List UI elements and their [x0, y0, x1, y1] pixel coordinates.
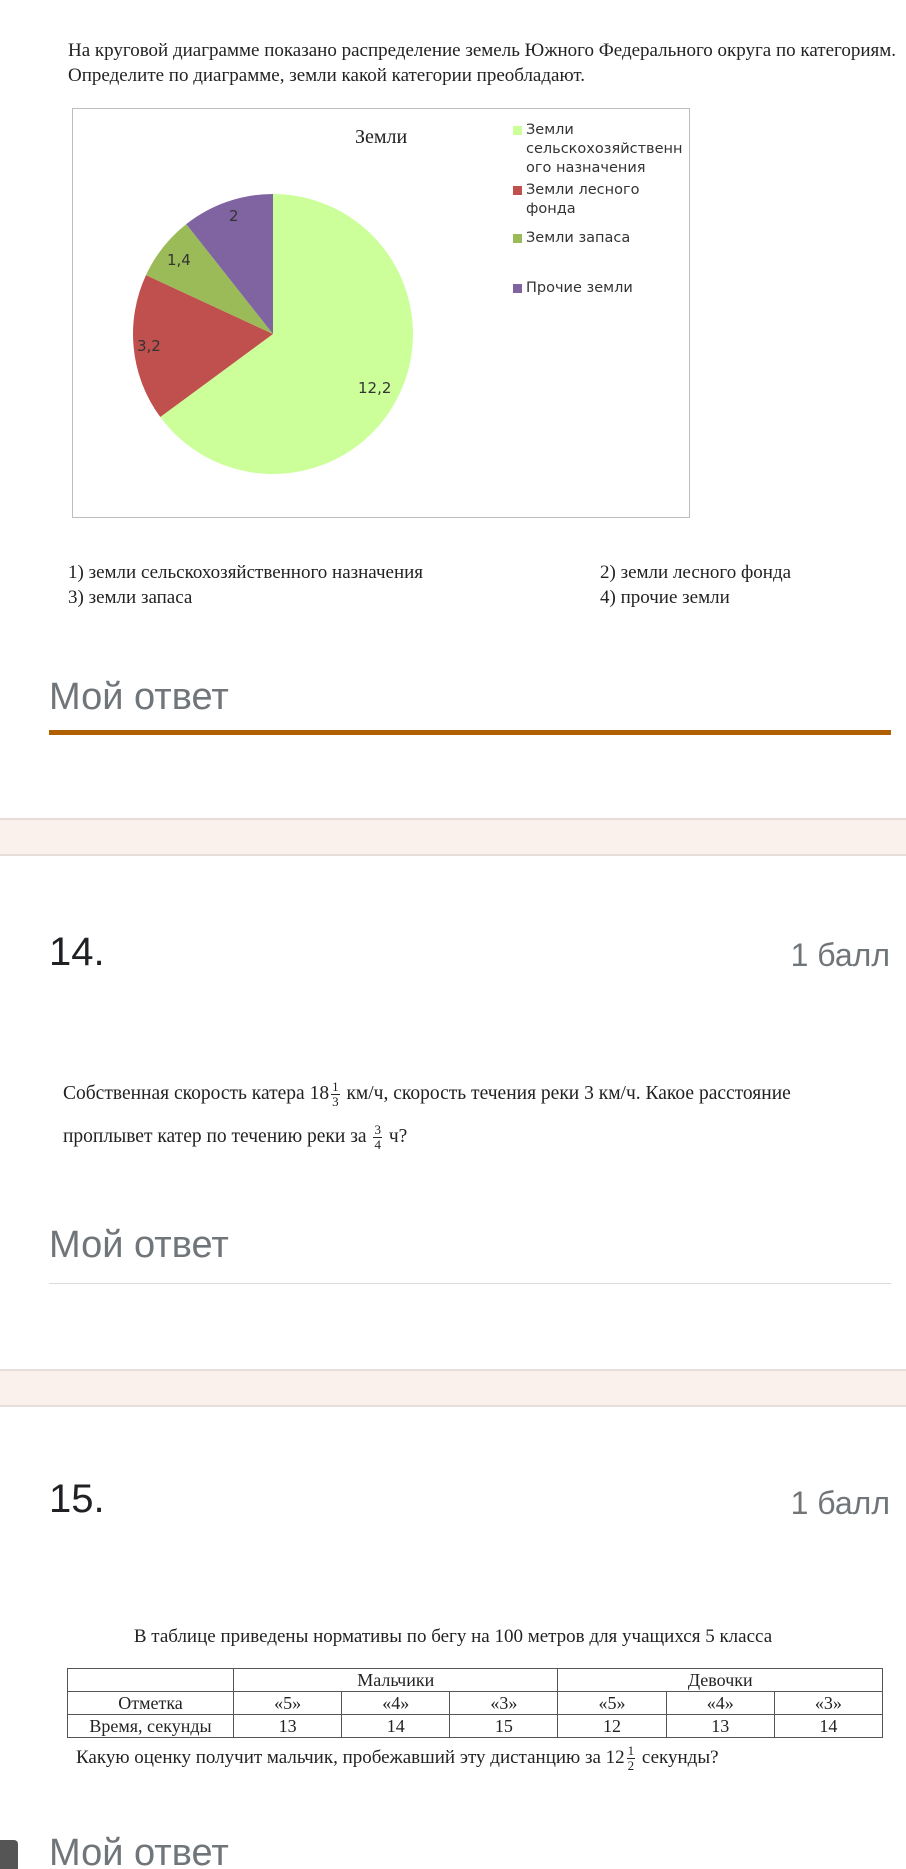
- legend-label: Земли лесного фонда: [526, 182, 640, 217]
- q14-text-part1: Собственная скорость катера 18: [63, 1083, 330, 1104]
- table-cell: [68, 1669, 234, 1692]
- q14-number: 14.: [49, 930, 105, 974]
- q14-frac2-numerator: 3: [374, 1122, 381, 1138]
- legend-swatch: [513, 284, 522, 293]
- table-row-label: Время, секунды: [68, 1715, 234, 1738]
- legend-other: [513, 279, 633, 298]
- q15-frac-numerator: 1: [627, 1743, 635, 1758]
- table-group-header: Мальчики: [234, 1669, 558, 1692]
- q14-answer-underline: [49, 1283, 891, 1284]
- slice-label-forest: 3,2: [137, 337, 161, 355]
- table-cell: «4»: [666, 1692, 774, 1715]
- table-cell: 14: [774, 1715, 882, 1738]
- option-2: 2) земли лесного фонда: [600, 562, 792, 583]
- table-cell: «5»: [558, 1692, 666, 1715]
- q13-text: На круговой диаграмме показано распределение земель Южного Федерального округа по категориям. Определите по диаграмме, земли какой категории преобладают.: [68, 40, 897, 86]
- legend-swatch: [513, 186, 522, 195]
- table-row: [68, 1692, 883, 1715]
- option-1: 1) земли сельскохозяйственного назначения: [68, 562, 424, 583]
- section-separator: [0, 1369, 906, 1407]
- section-separator: [0, 818, 906, 856]
- q14-fraction-1: [331, 1080, 340, 1109]
- slice-label-agricultural: 12,2: [358, 379, 392, 397]
- q14-answer-input[interactable]: Мой ответ: [49, 1224, 229, 1266]
- scroll-tab[interactable]: [0, 1840, 18, 1869]
- table-group-header: Девочки: [558, 1669, 883, 1692]
- q15-question-part1: Какую оценку получит мальчик, пробежавший эту дистанцию за 12: [76, 1746, 625, 1768]
- q15-frac-denominator: 2: [627, 1758, 635, 1773]
- pie-chart: [72, 108, 690, 518]
- q14-text-part4: ч?: [383, 1126, 408, 1147]
- q15-question-part2: секунды?: [637, 1746, 719, 1768]
- q14-frac1-numerator: 1: [332, 1079, 339, 1095]
- table-row: [68, 1669, 883, 1692]
- legend-label: Прочие земли: [526, 280, 633, 296]
- legend-swatch: [513, 234, 522, 243]
- chart-title: Земли: [355, 126, 408, 148]
- q14-points: 1 балл: [790, 937, 890, 973]
- q14-text-part2: км/ч, скорость течения реки 3 км/ч. Какое расстояние: [341, 1083, 791, 1104]
- option-3: 3) земли запаса: [68, 587, 193, 608]
- table-row: [68, 1715, 883, 1738]
- q13-answer-input[interactable]: Мой ответ: [49, 676, 229, 718]
- legend-label: Земли запаса: [526, 230, 631, 246]
- q14-text: [63, 1072, 893, 1158]
- table-cell: «4»: [342, 1692, 450, 1715]
- q14-fraction-2: [373, 1123, 382, 1152]
- q14-text-part3: проплывет катер по течению реки за: [63, 1126, 372, 1147]
- q15-fraction: [627, 1744, 636, 1773]
- slice-label-other: 2: [229, 207, 239, 225]
- slice-label-reserve: 1,4: [167, 251, 191, 269]
- q15-answer-input[interactable]: Мой ответ: [49, 1832, 229, 1869]
- table-cell: «3»: [450, 1692, 558, 1715]
- table-cell: 14: [342, 1715, 450, 1738]
- legend-reserve: [513, 229, 630, 248]
- q13-answer-underline: [49, 730, 891, 735]
- table-cell: 13: [666, 1715, 774, 1738]
- q14-frac2-denominator: 4: [374, 1137, 381, 1153]
- option-4: 4) прочие земли: [600, 587, 730, 608]
- table-cell: 13: [234, 1715, 342, 1738]
- legend-agricultural: [513, 121, 682, 178]
- table-row-label: Отметка: [68, 1692, 234, 1715]
- legend-label: Земли сельскохозяйственн ого назначения: [526, 122, 683, 176]
- legend-forest: [513, 181, 639, 219]
- table-cell: «3»: [774, 1692, 882, 1715]
- norms-table: [67, 1668, 883, 1738]
- table-cell: «5»: [234, 1692, 342, 1715]
- q15-title: В таблице приведены нормативы по бегу на 100 метров для учащихся 5 класса: [133, 1626, 773, 1647]
- q15-question: [76, 1744, 719, 1773]
- table-cell: 15: [450, 1715, 558, 1738]
- q15-number: 15.: [49, 1477, 105, 1521]
- q15-points: 1 балл: [790, 1485, 890, 1521]
- q14-frac1-denominator: 3: [332, 1094, 339, 1110]
- table-cell: 12: [558, 1715, 666, 1738]
- legend-swatch: [513, 126, 522, 135]
